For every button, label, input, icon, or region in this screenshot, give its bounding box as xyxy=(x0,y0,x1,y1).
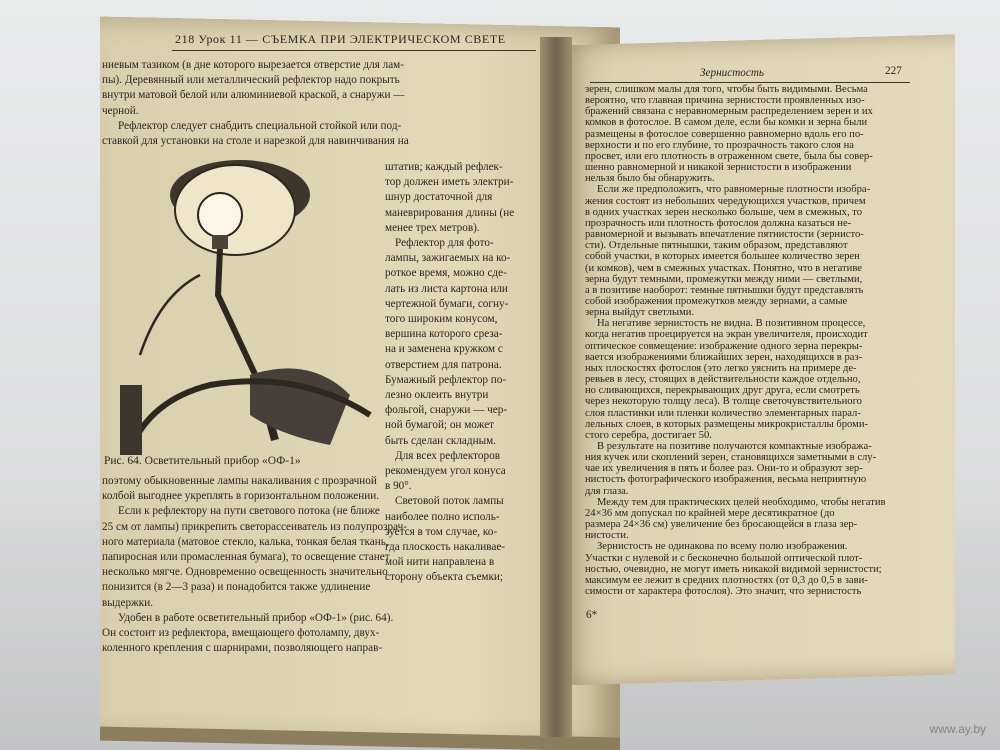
text-line: того широким конусом, xyxy=(385,313,498,326)
text-line: ставкой для установки на столе и нарезкой для навинчивания на xyxy=(102,135,409,148)
text-line: собой участки, в которых имеется большее количество зерен xyxy=(585,251,860,263)
text-line: 24×36 мм допускал по крайней мере десятикратное (до xyxy=(585,507,835,519)
text-line: папиросная или промасленная бумага), то освещение станет xyxy=(102,551,390,564)
text-line: вершина которого среза- xyxy=(385,328,503,341)
text-line: сторону объекта съемки; xyxy=(385,571,504,584)
text-line: вероятно, что главная причина зернистости проявленных изо- xyxy=(585,95,865,107)
text-line: Световой поток лампы xyxy=(395,495,504,508)
text-line: оптическое совмещение: изображение одного зерна перекры- xyxy=(585,340,863,352)
text-line: зерен, слишком малы для того, чтобы быть видимыми. Весьма xyxy=(585,84,868,95)
text-line: когда негатив проецируется на экран увеличителя, происходит xyxy=(585,329,868,341)
text-line: (и комков), чем в смежных участках. Понятно, что в негативе xyxy=(585,262,862,274)
text-line: Участки с нулевой и с бесконечно большой оптической плот- xyxy=(585,552,863,564)
text-line: чае их увеличения в пять и более раз. Они-то и образуют зер- xyxy=(585,463,863,475)
text-line: в одних участках зерен несколько больше, чем в смежных, то xyxy=(585,206,863,218)
right-footer-mark: 6* xyxy=(586,609,598,621)
text-line: мой нити направлена в xyxy=(385,556,495,569)
text-line: прозрачность или плотность фотослоя должна казаться не- xyxy=(585,217,852,229)
text-line: ния кучек или скоплений зерен, становящихся заметными в слу- xyxy=(585,452,877,464)
text-line: рекомендуем угол конуса xyxy=(385,465,506,478)
text-line: стого серебра, достигает 50. xyxy=(585,429,712,441)
text-line: на и заменена кружком с xyxy=(385,343,503,356)
text-line: лезно оклеить внутри xyxy=(385,389,489,402)
left-page-header: 218 Урок 11 — СЪЕМКА ПРИ ЭЛЕКТРИЧЕСКОМ СВЕТЕ xyxy=(175,32,506,46)
text-line: понизится (в 2—3 раза) и понадобится также удлинение xyxy=(102,581,371,594)
text-line: зерна выйдут светлыми. xyxy=(585,307,695,319)
text-line: роткое время, можно сде- xyxy=(385,267,507,280)
book-spine xyxy=(540,37,572,737)
text-line: зуется в том случае, ко- xyxy=(385,525,498,538)
left-lower-text xyxy=(102,474,532,656)
text-line: лать из листа картона или xyxy=(385,282,508,295)
lamp-illustration xyxy=(100,155,382,457)
text-line: Удобен в работе осветительный прибор «ОФ-1» (рис. 64). xyxy=(118,611,394,624)
text-line: ной бумагой; он может xyxy=(385,419,495,432)
text-line: ного материала (матовое стекло, калька, тонкая белая ткань, xyxy=(102,535,389,548)
text-line: Рефлектор для фото- xyxy=(395,237,494,250)
text-line: Бумажный рефлектор по- xyxy=(385,373,507,386)
text-line: размещены в фотослое совершенно равномерно вдоль его по- xyxy=(585,128,864,140)
text-line: а в позитиве наоборот: темные пятнышки будут представлять xyxy=(585,284,864,296)
text-line: просвет, или его плотность в отраженном свете, была бы совер- xyxy=(585,150,873,162)
text-line: штатив; каждый рефлек- xyxy=(385,161,503,173)
text-line: Он состоит из рефлектора, вмещающего фотолампу, двух- xyxy=(102,627,380,640)
text-line: наиболее полно исполь- xyxy=(385,510,500,523)
text-line: максимум ее лежит в средних плотностях (от 0,3 до 0,5 в зави- xyxy=(585,574,868,586)
text-line: коленного крепления с шарнирами, позволяющего направ- xyxy=(102,642,383,655)
text-line: но сливающихся, перекрывающих друг друга, если смотреть xyxy=(585,385,860,397)
text-line: быть сделан складным. xyxy=(385,434,496,447)
text-line: ревьев в лесу, стоящих в действительности каждое отдельно, xyxy=(585,374,861,386)
text-line: ниевым тазиком (в дне которого вырезается отверстие для лам- xyxy=(102,59,404,71)
text-line: поэтому обыкновенные лампы накаливания с прозрачной xyxy=(102,475,377,487)
text-line: Зернистость не одинакова по всему полю изображения. xyxy=(597,541,848,553)
text-line: ных плоскостях фотослоя (это легко уяснить на примере де- xyxy=(585,362,857,374)
text-line: верхности и по его глубине, то прозрачность такого слоя на xyxy=(585,139,854,151)
text-line: Если к рефлектору на пути светового потока (не ближе xyxy=(118,505,380,518)
text-line: комков в фотослое. В самом деле, если бы комки и зерна были xyxy=(585,117,868,129)
text-line: в 90°. xyxy=(385,480,412,493)
text-line: гда плоскость накаливае- xyxy=(385,541,506,554)
text-line: отверстием для патрона. xyxy=(385,358,502,371)
text-line: ностью, очевидно, не могут иметь никакой видимой зернистости; xyxy=(585,563,882,575)
right-header-rule xyxy=(590,82,910,83)
text-line: чертежной бумаги, согну- xyxy=(385,297,509,310)
figure-caption: Рис. 64. Осветительный прибор «ОФ-1» xyxy=(104,455,301,467)
text-line: нистости. xyxy=(585,530,629,542)
text-line: менее трех метров). xyxy=(385,221,480,234)
text-line: зерна будут темными, промежутки между ними — светлыми, xyxy=(585,273,863,285)
text-line: нельзя было бы обнаружить. xyxy=(585,173,715,185)
text-line: внутри матовой белой или алюминиевой краской, а снаружи — xyxy=(102,89,405,102)
left-top-text xyxy=(102,58,532,149)
text-line: маневрирования длины (не xyxy=(385,206,515,219)
text-line: Рефлектор следует снабдить специальной стойкой или под- xyxy=(118,119,402,132)
text-line: несколько мягче. Одновременно освещенность значительно xyxy=(102,566,388,579)
text-line: шнур достаточной для xyxy=(385,191,493,204)
right-page-number: 227 xyxy=(885,65,902,77)
text-line: фольгой, снаружи — чер- xyxy=(385,404,508,417)
text-line: сти). Отдельные пятнышки, таким образом, представляют xyxy=(585,240,848,252)
text-line: Для всех рефлекторов xyxy=(395,449,500,462)
text-line: равномерной и вызывать впечатление пятнистости (зернисто- xyxy=(585,229,864,241)
text-line: для глаза. xyxy=(585,485,629,497)
text-line: колбой выгоднее укреплять в горизонтальном положении. xyxy=(102,490,379,503)
text-line: собой изображения промежутков между зернами, а самые xyxy=(585,295,848,307)
text-line: черной. xyxy=(102,104,139,117)
text-line: бражений связана с неравномерным распределением зерен и их xyxy=(585,106,873,118)
right-body-text xyxy=(585,84,910,597)
text-line: шенно равномерной и никакой зернистости в изображении xyxy=(585,162,852,174)
text-line: лампы, зажигаемых на ко- xyxy=(385,252,511,265)
text-line: На негативе зернистость не видна. В позитивном процессе, xyxy=(597,318,866,330)
text-line: В результате на позитиве получаются компактные изобража- xyxy=(597,441,872,452)
text-line: тор должен иметь электри- xyxy=(385,176,514,189)
text-line: симости от характера фотослоя). Это значит, что зернистость xyxy=(585,586,862,598)
text-line: Если же предположить, что равномерные плотности изобра- xyxy=(597,184,871,196)
watermark: www.ay.by xyxy=(929,722,986,736)
text-line: жения состоят из небольших чередующихся участков, причем xyxy=(585,195,866,207)
text-line: лельных слоев, в которых размещены микрокристаллы броми- xyxy=(585,418,869,430)
left-header-rule xyxy=(172,50,536,51)
text-line: выдержки. xyxy=(102,596,153,609)
text-line: пы). Деревянный или металлический рефлектор надо покрыть xyxy=(102,74,400,87)
text-line: слоя пластинки или пленки количество элементарных парал- xyxy=(585,407,861,419)
text-line: нистость фотографического изображения, весьма неприятную xyxy=(585,474,867,486)
right-page-header-title: Зернистость xyxy=(700,67,765,79)
text-line: вается изображениями ближайших зерен, находящихся в раз- xyxy=(585,351,863,363)
text-line: через некоторую толщу леса). В толще светочувствительного xyxy=(585,396,862,408)
text-line: Между тем для практических целей необходимо, чтобы негатив xyxy=(597,496,886,508)
text-line: размера 24×36 см) увеличение без бросающейся в глаза зер- xyxy=(585,519,858,531)
text-line: 25 см от лампы) прикрепить светорассеиватель из полупрозрач- xyxy=(102,520,408,533)
